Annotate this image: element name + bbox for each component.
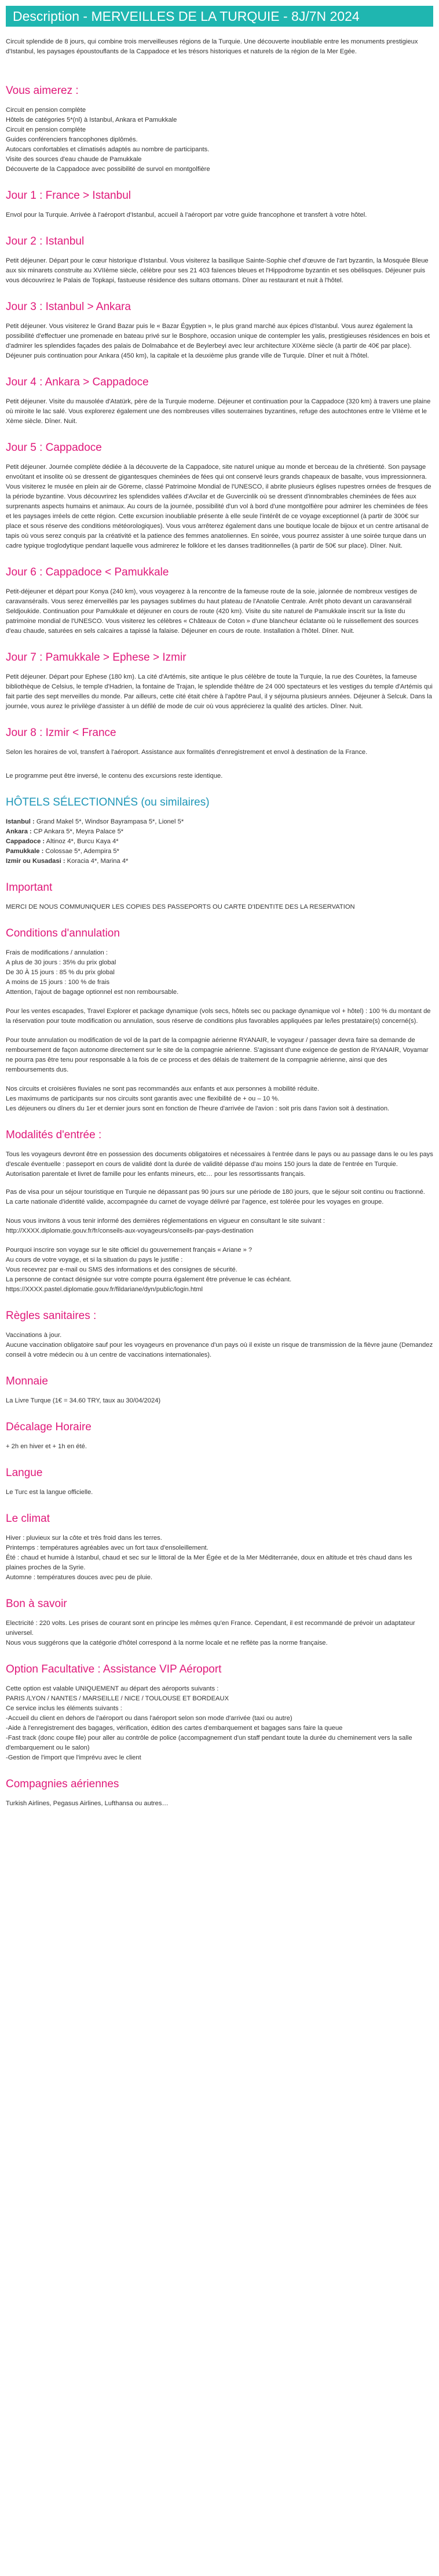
hotel-names: Koracia 4*, Marina 4* bbox=[65, 858, 129, 865]
bon-a-savoir-block bbox=[6, 1619, 433, 1648]
climat-line: Hiver : pluvieux sur la côte et très froid dans les terres. bbox=[6, 1535, 162, 1542]
modalites-paragraph: Nous vous invitons à vous tenir informé des dernières réglementations en vigueur en consultant le site suivant : http://XXXX.diplomatie.gouv.fr/fr/conseils-aux-voyageurs/conseils-par-pays-destination bbox=[6, 1218, 325, 1234]
day-heading: Jour 1 : France > Istanbul bbox=[6, 190, 131, 202]
day-text: Petit déjeuner. Journée complète dédiée à la découverte de la Cappadoce, site naturel unique au monde et berceau de la chrétienté. Son paysage envoûtant et insolite où se dressent de gigantesques cheminées de fées qui ont conservé leurs grands chapeaux de basalte, vous impressionnera. Vous visiterez le musée en plein air de Göreme, classé Patrimoine Mondial de l'UNESCO, il abrite plusieurs églises rupestres ornées de fresques de la période byzantine. Vous découvrirez les splendides vallées d'Avcilar et de Guvercinlik où se dressent d'innombrables cheminées de fées aux surprenants aspects humains et animaux. Au cours de la journée, possibilité d'un vol à bord d'une montgolfière pour admirer les cheminées de fées et les paysages irréels de cette région. Cette excursion inoubliable présente à elle seule l'intérêt de ce voyage exceptionnel (à partir de 300€ sur place et sous réserve des conditions météorologiques). Vous vous arrêterez également dans une boutique locale de bijoux et un centre artisanal de tapis où vous serez conquis par la créativité et la patience des femmes anatoliennes. En soirée, vous pourrez assister à une soirée turque dans un cadre typique troglodytique pendant laquelle vous admirerez le folklore et les danses traditionnelles (à partir de 50€ sur place). Dîner. Nuit. bbox=[6, 464, 431, 549]
modalites-paragraph: Tous les voyageurs devront être en possession des documents obligatoires et nécessaires à l'entrée dans le pays ou au passage dans le ou les pays d'escale éventuelle : passeport en cours de validité dont la durée de validité dépasse d'au moins 150 jours la date de l'entrée en Turquie. Autorisation parentale et livret de famille pour les enfants mineurs, etc… pour les ressortissants français. bbox=[6, 1151, 433, 1178]
day-text: Petit-déjeuner et départ pour Konya (240 km), vous voyagerez à la rencontre de la fameuse route de la soie, jalonnée de nombreux vestiges de caravansérails. Vous serez émerveillés par les paysages sublimes du haut plateau de l'Anatolie Centrale. Arrêt photo devant un caravansérail Seldjoukide. Continuation pour Pamukkale et déjeuner en cours de route (420 km). Visite du site naturel de Pamukkale inscrit sur la liste du patrimoine mondial de l'UNESCO. Vous visiterez les célèbres « Châteaux de Coton » d'une blancheur éclatante où le ruissellement des sources d'eau chaude, saturées en sels calcaires a tapissé la falaise. Déjeuner en cours de route. Installation à l'hôtel. Dîner. Nuit. bbox=[6, 588, 419, 635]
hotel-names: Altinoz 4*, Burcu Kaya 4* bbox=[45, 838, 119, 845]
page-title-banner bbox=[6, 6, 433, 27]
hotel-line bbox=[6, 837, 433, 847]
page-title: Description - MERVEILLES DE LA TURQUIE - 8J/7N 2024 bbox=[13, 9, 360, 24]
hotel-names: Colossae 5*, Adempira 5* bbox=[43, 848, 119, 855]
day-heading: Jour 5 : Cappadoce bbox=[6, 442, 102, 454]
important-text: MERCI DE NOUS COMMUNIQUER LES COPIES DES PASSEPORTS OU CARTE D'IDENTITE DES LA RESERVATION bbox=[6, 903, 355, 910]
option-line: Ce service inclus les éléments suivants : bbox=[6, 1705, 122, 1712]
day-text: Envol pour la Turquie. Arrivée à l'aéroport d'Istanbul, accueil à l'aéroport par votre guide francophone et transfert à votre hôtel. bbox=[6, 212, 367, 218]
intro-text: Circuit splendide de 8 jours, qui combine trois merveilleuses régions de la Turquie. Une découverte inoubliable entre les monuments prestigieux d'Istanbul, les paysages époustouflants de la Cappadoce et les trésors historiques et naturels de la région de la Mer Egée. bbox=[6, 38, 418, 55]
day-text: Petit déjeuner. Visite du mausolée d'Atatürk, père de la Turquie moderne. Déjeuner et continuation pour la Cappadoce (320 km) à travers une plaine où miroite le lac salé. Vous explorerez également une des nombreuses villes souterraines byzantines, refuge des autochtones entre le VIIème et le Xème siècle. Dîner. Nuit. bbox=[6, 398, 431, 425]
hotel-city: Istanbul : bbox=[6, 818, 35, 825]
sanitaires-line: Aucune vaccination obligatoire sauf pour les voyageurs en provenance d'un pays où il existe un risque de transmission de la fièvre jaune (Demandez conseil à votre médecin ou à un centre de vaccinations internationales). bbox=[6, 1342, 433, 1358]
hotel-names: CP Ankara 5*, Meyra Palace 5* bbox=[31, 828, 124, 835]
note-line: Les déjeuners ou dîners du 1er et dernier jours sont en fonction de l'heure d'arrivée de l'avion : soit pris dans l'avion soit à destination. bbox=[6, 1105, 390, 1112]
annulation-paragraph: Pour toute annulation ou modification de vol de la part de la compagnie aérienne RYANAIR, le voyageur / passager devra faire sa demande de remboursement de façon autonome directement sur le site de la compagnie aérienne. S'agissant d'une exigence de gestion de RYANAIR, Voyamar ne pourra pas être tenu pour responsable à la fois de ce process et des délais de traitement de la compagnie aérienne, ainsi que des remboursements dus. bbox=[6, 1037, 429, 1073]
day-heading: Jour 4 : Ankara > Cappadoce bbox=[6, 376, 149, 388]
hotel-line bbox=[6, 847, 433, 857]
annulation-fees bbox=[6, 948, 433, 997]
list-item: Autocars confortables et climatisés adaptés au nombre de participants. bbox=[6, 146, 210, 153]
sanitaires-line: Vaccinations à jour. bbox=[6, 1332, 62, 1339]
fee-line: Attention, l'ajout de bagage optionnel est non remboursable. bbox=[6, 989, 179, 996]
climat-block bbox=[6, 1533, 433, 1583]
list-item: Circuit en pension complète bbox=[6, 126, 86, 133]
section-heading-annulation: Conditions d'annulation bbox=[6, 927, 120, 939]
section-heading-hotels: HÔTELS SÉLECTIONNÉS (ou similaires) bbox=[6, 796, 210, 808]
day-text: Petit déjeuner. Vous visiterez le Grand Bazar puis le « Bazar Égyptien », le plus grand marché aux épices d'Istanbul. Vous aurez également la possibilité d'effectuer une promenade en bateau privé sur le Bosphore, occasion unique de contempler les yalis, prestigieuses résidences en bois et d'admirer les splendides façades des palais de Dolmabahce et de Beylerbeyi avec leur architecture XIXème siècle (à partir de 40€ par place). Déjeuner puis continuation pour Ankara (450 km), la capitale et la deuxième plus grande ville de Turquie. Dîner et nuit à l'hôtel. bbox=[6, 323, 430, 359]
sanitaires-block bbox=[6, 1331, 433, 1360]
fee-line: A moins de 15 jours : 100 % de frais bbox=[6, 979, 110, 986]
hotel-city: Pamukkale : bbox=[6, 848, 44, 855]
day-heading: Jour 7 : Pamukkale > Ephese > Izmir bbox=[6, 651, 186, 664]
note-line: Nos circuits et croisières fluviales ne sont pas recommandés aux enfants et aux personnes à mobilité réduite. bbox=[6, 1085, 319, 1092]
list-item: Visite des sources d'eau chaude de Pamukkale bbox=[6, 156, 142, 163]
list-item: Hôtels de catégories 5*(nl) à Istanbul, Ankara et Pamukkale bbox=[6, 116, 177, 123]
option-line: -Fast track (donc coupe file) pour aller au contrôle de police (accompagnement d'un staff pendant toute la durée du cheminement vers la salle d'embarquement ou le salon) bbox=[6, 1735, 412, 1751]
section-heading-langue: Langue bbox=[6, 1467, 43, 1479]
option-block bbox=[6, 1684, 433, 1763]
hotel-city: Izmir ou Kusadasi : bbox=[6, 858, 65, 865]
section-heading-sanitaires: Règles sanitaires : bbox=[6, 1310, 97, 1322]
option-line: -Gestion de l'import que l'imprévu avec le client bbox=[6, 1754, 141, 1761]
langue-text: Le Turc est la langue officielle. bbox=[6, 1489, 93, 1496]
day-heading: Jour 3 : Istanbul > Ankara bbox=[6, 301, 131, 313]
option-line: -Accueil du client en dehors de l'aéroport ou dans l'aéroport selon son mode d'arrivée (taxi ou autre) bbox=[6, 1715, 292, 1722]
bon-a-savoir-line: Electricité : 220 volts. Les prises de courant sont en principe les mêmes qu'en France. Cependant, il est recommandé de prévoir un adaptateur universel. bbox=[6, 1620, 415, 1637]
section-heading-option: Option Facultative : Assistance VIP Aéroport bbox=[6, 1663, 222, 1675]
annulation-paragraph: Pour les ventes escapades, Travel Explorer et package dynamique (vols secs, hôtels sec ou package dynamique vol + hôtel) : 100 % du montant de la réservation pour toute modification ou annulation, sous réserve de conditions plus favorables appliquées par le/les prestataire(s) concerné(s). bbox=[6, 1008, 431, 1025]
climat-line: Été : chaud et humide à Istanbul, chaud et sec sur le littoral de la Mer Égée et de la Mer Méditerranée, doux en altitude et très chaud dans les plaines proches de la Syrie. bbox=[6, 1554, 412, 1571]
ariane-link[interactable]: https://XXXX.pastel.diplomatie.gouv.fr/fildariane/dyn/public/login.html bbox=[6, 1286, 203, 1293]
option-line: Cette option est valable UNIQUEMENT au départ des aéroports suivants : bbox=[6, 1685, 219, 1692]
climat-line: Automne : températures douces avec peu de pluie. bbox=[6, 1574, 153, 1581]
section-heading-bon-a-savoir: Bon à savoir bbox=[6, 1598, 67, 1610]
day-text: Selon les horaires de vol, transfert à l'aéroport. Assistance aux formalités d'enregistrement et envol à destination de la France. bbox=[6, 749, 368, 756]
list-item: Guides conférenciers francophones diplômés. bbox=[6, 136, 138, 143]
annulation-notes bbox=[6, 1084, 433, 1114]
option-line: -Aide à l'enregistrement des bagages, vérification, édition des cartes d'embarquement et bagages sans faire la queue bbox=[6, 1725, 343, 1732]
hotel-line bbox=[6, 827, 433, 837]
ariane-line: Vous recevrez par e-mail ou SMS des informations et des consignes de sécurité. bbox=[6, 1266, 237, 1273]
hotel-names: Grand Makel 5*, Windsor Bayrampasa 5*, Lionel 5* bbox=[34, 818, 184, 825]
option-line: PARIS /LYON / NANTES / MARSEILLE / NICE / TOULOUSE ET BORDEAUX bbox=[6, 1695, 229, 1702]
monnaie-text: La Livre Turque (1€ = 34.60 TRY, taux au 30/04/2024) bbox=[6, 1397, 161, 1404]
modalites-paragraph: La carte nationale d'identité valide, accompagnée du carnet de voyage délivré par l'agence, est tolérée pour les voyages en groupe. bbox=[6, 1198, 384, 1205]
day-text: Petit déjeuner. Départ pour Ephese (180 km). La cité d'Artémis, site antique le plus célèbre de toute la Turquie, la rue des Courètes, la fameuse bibliothèque de Celsius, le temple d'Hadrien, la fontaine de Trajan, le splendide théâtre de 24 000 spectateurs et les vestiges du temple d'Artémis qui fait partie des sept merveilles du monde. Par ailleurs, cette cité était chère à l'apôtre Paul, il y séjourna plusieurs années. Déjeuner à Selcuk. Dans la journée, vous aurez le privilège d'assister à un défilé de mode de cuir où vous apprécierez la qualité des articles. Dîner. Nuit. bbox=[6, 673, 433, 710]
section-heading-compagnies: Compagnies aériennes bbox=[6, 1778, 119, 1790]
compagnies-text: Turkish Airlines, Pegasus Airlines, Lufthansa ou autres… bbox=[6, 1800, 169, 1807]
bon-a-savoir-line: Nous vous suggérons que la catégorie d'hôtel correspond à la norme locale et ne reflète pas la norme française. bbox=[6, 1639, 328, 1646]
ariane-line: Au cours de votre voyage, et si la situation du pays le justifie : bbox=[6, 1256, 183, 1263]
programme-note: Le programme peut être inversé, le contenu des excursions reste identique. bbox=[6, 773, 223, 779]
aimez-list bbox=[6, 105, 433, 174]
climat-line: Printemps : températures agréables avec un fort taux d'ensoleillement. bbox=[6, 1544, 208, 1551]
hotel-line bbox=[6, 857, 433, 866]
hotel-list bbox=[6, 817, 433, 866]
day-heading: Jour 2 : Istanbul bbox=[6, 235, 85, 247]
hotel-city: Cappadoce : bbox=[6, 838, 45, 845]
hotel-city: Ankara : bbox=[6, 828, 32, 835]
section-heading-modalites: Modalités d'entrée : bbox=[6, 1129, 102, 1141]
hotel-line bbox=[6, 817, 433, 827]
section-heading-monnaie: Monnaie bbox=[6, 1375, 48, 1387]
note-line: Les maximums de participants sur nos circuits sont garantis avec une flexibilité de + ou – 10 %. bbox=[6, 1095, 280, 1102]
day-text: Petit déjeuner. Départ pour le cœur historique d'Istanbul. Vous visiterez la basilique Sainte-Sophie chef d'œuvre de l'art byzantin, la Mosquée Bleue aux six minarets construite au XVIIème siècle, célèbre pour ses 21 403 faïences bleues et l'Hippodrome byzantin et ses obélisques. Déjeuner puis vous découvrirez le Palais de Topkapi, fastueuse résidence des sultans ottomans. Dîner au restaurant et nuit à l'hôtel. bbox=[6, 257, 429, 284]
decalage-text: + 2h en hiver et + 1h en été. bbox=[6, 1443, 87, 1450]
section-heading-important: Important bbox=[6, 881, 53, 894]
day-heading: Jour 8 : Izmir < France bbox=[6, 727, 116, 739]
ariane-block bbox=[6, 1245, 433, 1295]
fee-line: Frais de modifications / annulation : bbox=[6, 949, 108, 956]
list-item: Découverte de la Cappadoce avec possibilité de survol en montgolfière bbox=[6, 166, 210, 173]
fee-line: A plus de 30 jours : 35% du prix global bbox=[6, 959, 116, 966]
fee-line: De 30 À 15 jours : 85 % du prix global bbox=[6, 969, 115, 976]
section-heading-aimez: Vous aimerez : bbox=[6, 85, 79, 97]
list-item: Circuit en pension complète bbox=[6, 107, 86, 114]
ariane-line: La personne de contact désignée sur votre compte pourra également être prévenue le cas échéant. bbox=[6, 1276, 292, 1283]
section-heading-decalage: Décalage Horaire bbox=[6, 1421, 92, 1433]
section-heading-climat: Le climat bbox=[6, 1513, 50, 1525]
day-heading: Jour 6 : Cappadoce < Pamukkale bbox=[6, 566, 169, 578]
modalites-paragraph: Pas de visa pour un séjour touristique en Turquie ne dépassant pas 90 jours sur une période de 180 jours, que le séjour soit continu ou fractionné. bbox=[6, 1189, 425, 1196]
ariane-line: Pourquoi inscrire son voyage sur le site officiel du gouvernement français « Ariane » ? bbox=[6, 1247, 253, 1254]
